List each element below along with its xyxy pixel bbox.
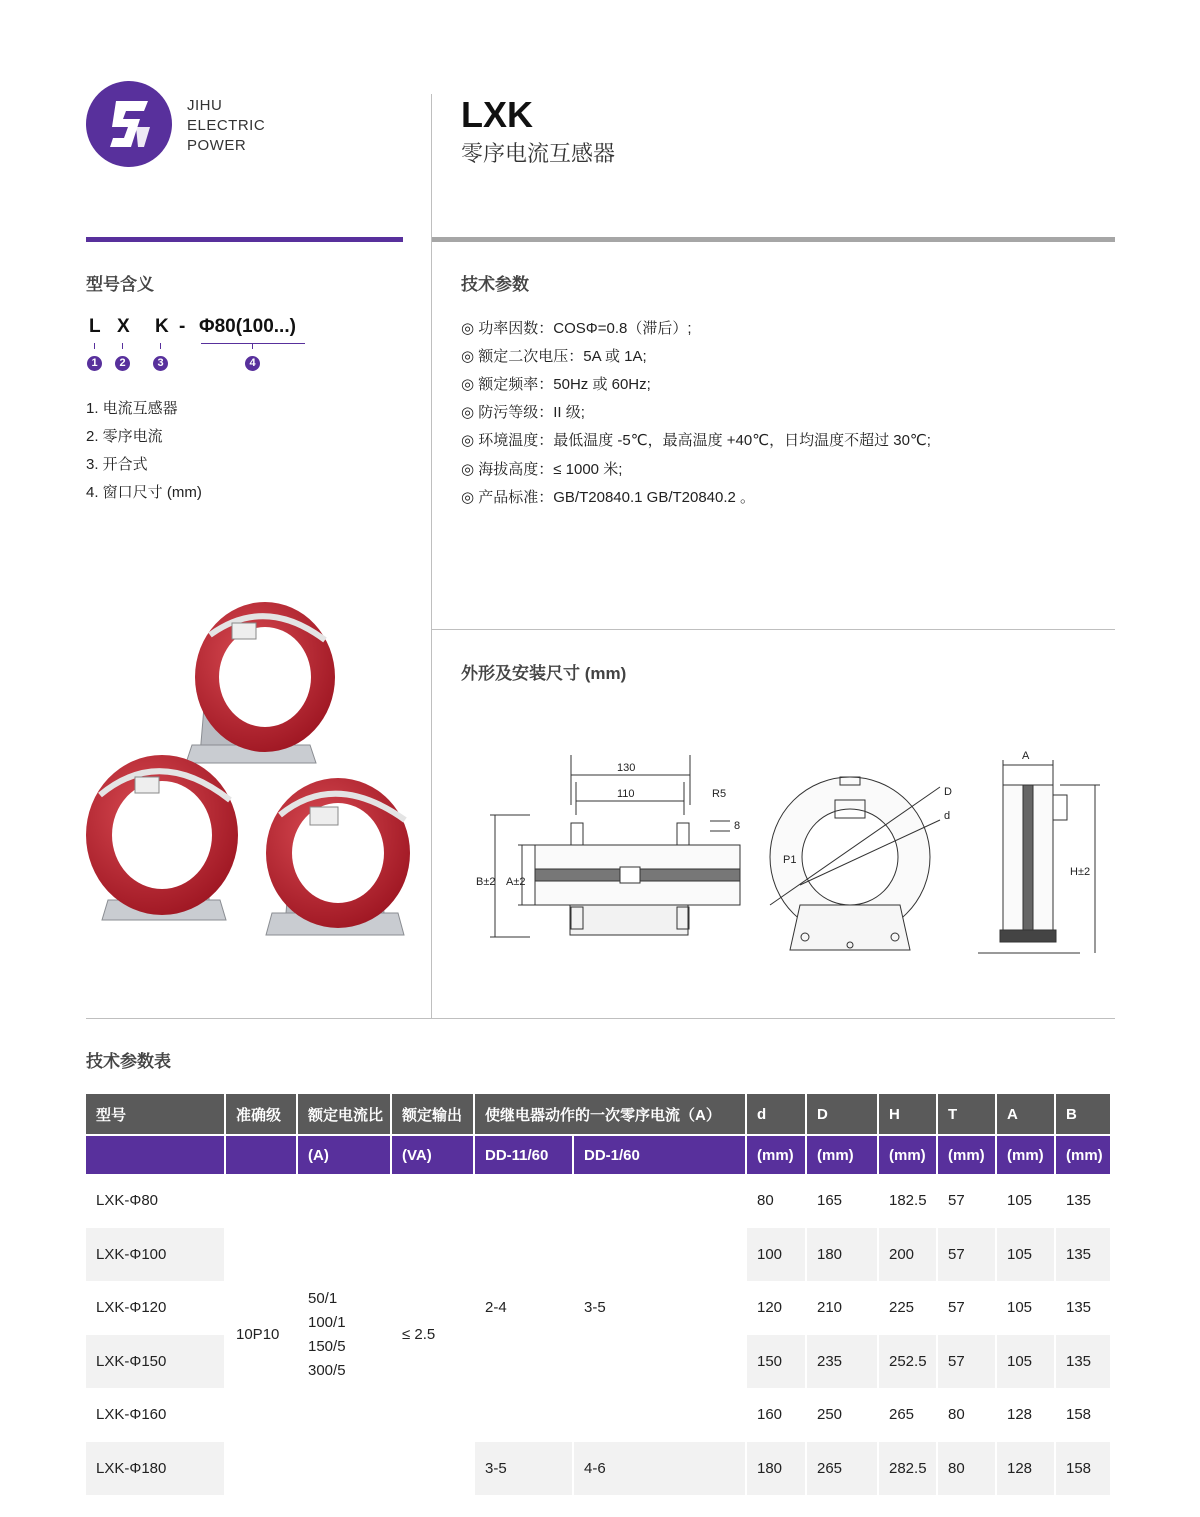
dd1-cell: 4-6 (574, 1442, 747, 1496)
output-cell: ≤ 2.5 (392, 1174, 475, 1495)
dim-label: D (944, 786, 952, 798)
A-cell: 128 (997, 1388, 1056, 1442)
dim-label: 110 (617, 788, 635, 800)
code-letter: Φ80(100...) (199, 316, 296, 337)
number-badge: 3 (153, 356, 168, 371)
column-subheader: (mm) (997, 1136, 1056, 1174)
code-letter: L (89, 316, 101, 337)
column-subheader: (mm) (1056, 1136, 1112, 1174)
column-subheader: DD-1/60 (574, 1136, 747, 1174)
B-cell: 135 (1056, 1281, 1112, 1335)
table-row (86, 1174, 1112, 1228)
H-cell: 252.5 (879, 1335, 938, 1389)
H-cell: 200 (879, 1228, 938, 1282)
A-cell: 105 (997, 1335, 1056, 1389)
transformer-top (186, 602, 335, 763)
T-cell: 57 (938, 1228, 997, 1282)
T-cell: 80 (938, 1442, 997, 1496)
T-cell: 57 (938, 1281, 997, 1335)
ratio-value: 100/1 (308, 1313, 346, 1331)
model-cell: LXK-Φ100 (86, 1228, 226, 1282)
dd11-cell: 3-5 (475, 1442, 574, 1496)
dim-label: d (944, 810, 951, 822)
column-header: 额定输出 (392, 1094, 475, 1136)
B-cell: 135 (1056, 1335, 1112, 1389)
page-title: LXK (461, 94, 533, 135)
d-cell: 160 (747, 1388, 807, 1442)
dim-label: A (1022, 750, 1030, 762)
D-cell: 235 (807, 1335, 879, 1389)
transformer-left (86, 755, 238, 920)
H-cell: 265 (879, 1388, 938, 1442)
param-item: ◎ 海拔高度：≤ 1000 米; (461, 461, 623, 478)
section-divider (86, 1018, 1115, 1019)
model-cell: LXK-Φ160 (86, 1388, 226, 1442)
code-letter: X (117, 316, 130, 337)
d-cell: 120 (747, 1281, 807, 1335)
column-header: D (807, 1094, 879, 1136)
param-item: ◎ 额定频率：50Hz 或 60Hz; (461, 376, 651, 393)
brand-name (187, 96, 265, 156)
section-divider (432, 629, 1115, 630)
code-tick (160, 343, 161, 349)
accent-bar-right (432, 237, 1115, 242)
column-subheader: (VA) (392, 1136, 475, 1174)
param-item: ◎ 产品标准：GB/T20840.1 GB/T20840.2 。 (461, 489, 756, 506)
column-subheader: (A) (298, 1136, 392, 1174)
column-header: H (879, 1094, 938, 1136)
column-subheader: DD-11/60 (475, 1136, 574, 1174)
param-item: ◎ 额定二次电压：5A 或 1A; (461, 348, 647, 365)
accent-bar-left (86, 237, 403, 242)
d-cell: 150 (747, 1335, 807, 1389)
T-cell: 57 (938, 1174, 997, 1228)
product-photo (80, 595, 420, 945)
param-item: ◎ 防污等级：II 级; (461, 404, 585, 421)
table-header-row (86, 1094, 1112, 1136)
ratio-value: 50/1 (308, 1289, 338, 1307)
dimension-drawing (470, 745, 1110, 960)
param-item: ◎ 环境温度：最低温度 -5℃，最高温度 +40℃，日均温度不超过 30℃; (461, 432, 931, 449)
column-header: 额定电流比 (298, 1094, 392, 1136)
number-badge: 2 (115, 356, 130, 371)
dim-label: A±2 (506, 876, 526, 888)
brand-line: POWER (187, 137, 247, 154)
spec-table-title: 技术参数表 (86, 1052, 171, 1071)
d-cell: 80 (747, 1174, 807, 1228)
column-subheader: (mm) (938, 1136, 997, 1174)
code-letter: K (155, 316, 169, 337)
B-cell: 158 (1056, 1442, 1112, 1496)
column-header: 准确级 (226, 1094, 298, 1136)
ratio-cell (298, 1174, 392, 1495)
column-subheader: (mm) (807, 1136, 879, 1174)
ratio-value: 300/5 (308, 1361, 346, 1379)
model-cell: LXK-Φ180 (86, 1442, 226, 1496)
column-subheader (226, 1136, 298, 1174)
code-tick (94, 343, 95, 349)
number-badge: 1 (87, 356, 102, 371)
accuracy-cell: 10P10 (226, 1174, 298, 1495)
transformer-right (266, 778, 410, 935)
column-subheader: (mm) (879, 1136, 938, 1174)
column-subheader (86, 1136, 226, 1174)
D-cell: 250 (807, 1388, 879, 1442)
dd11-cell: 2-4 (475, 1174, 574, 1442)
brand-line: JIHU (187, 97, 223, 114)
table-subheader-row (86, 1136, 1112, 1174)
brand-logo (86, 81, 172, 167)
column-header: d (747, 1094, 807, 1136)
column-header: B (1056, 1094, 1112, 1136)
B-cell: 135 (1056, 1228, 1112, 1282)
ratio-value: 150/5 (308, 1337, 346, 1355)
A-cell: 105 (997, 1228, 1056, 1282)
number-badge: 4 (245, 356, 260, 371)
dimensions-title: 外形及安装尺寸 (mm) (461, 664, 627, 683)
D-cell: 265 (807, 1442, 879, 1496)
A-cell: 105 (997, 1281, 1056, 1335)
B-cell: 135 (1056, 1174, 1112, 1228)
model-cell: LXK-Φ80 (86, 1174, 226, 1228)
A-cell: 105 (997, 1174, 1056, 1228)
dim-label: B±2 (476, 876, 496, 888)
meaning-item: 1. 电流互感器 (86, 400, 178, 417)
model-meaning-title: 型号含义 (86, 275, 154, 294)
vertical-divider (431, 94, 432, 1018)
D-cell: 210 (807, 1281, 879, 1335)
param-item: ◎ 功率因数：COSΦ=0.8（滞后）; (461, 320, 692, 337)
D-cell: 180 (807, 1228, 879, 1282)
meaning-item: 2. 零序电流 (86, 428, 163, 445)
model-cell: LXK-Φ150 (86, 1335, 226, 1389)
page-subtitle: 零序电流互感器 (461, 141, 616, 166)
column-header: A (997, 1094, 1056, 1136)
tech-params-title: 技术参数 (461, 275, 529, 294)
H-cell: 182.5 (879, 1174, 938, 1228)
column-header: 使继电器动作的一次零序电流（A） (475, 1094, 747, 1136)
H-cell: 282.5 (879, 1442, 938, 1496)
column-subheader: (mm) (747, 1136, 807, 1174)
model-cell: LXK-Φ120 (86, 1281, 226, 1335)
dim-label: H±2 (1070, 866, 1091, 878)
code-letter: - (179, 316, 186, 337)
spec-table (86, 1094, 1112, 1495)
meaning-item: 3. 开合式 (86, 456, 148, 473)
B-cell: 158 (1056, 1388, 1112, 1442)
T-cell: 57 (938, 1335, 997, 1389)
code-tick (122, 343, 123, 349)
dim-label: 8 (734, 820, 741, 832)
column-header: T (938, 1094, 997, 1136)
dim-label: R5 (712, 788, 727, 800)
dim-label: P1 (783, 854, 797, 866)
A-cell: 128 (997, 1442, 1056, 1496)
dd1-cell: 3-5 (574, 1174, 747, 1442)
code-tick (252, 343, 253, 349)
dim-label: 130 (617, 762, 636, 774)
code-underline (201, 343, 305, 344)
T-cell: 80 (938, 1388, 997, 1442)
meaning-item: 4. 窗口尺寸 (mm) (86, 484, 202, 501)
d-cell: 180 (747, 1442, 807, 1496)
d-cell: 100 (747, 1228, 807, 1282)
brand-line: ELECTRIC (187, 117, 266, 134)
H-cell: 225 (879, 1281, 938, 1335)
column-header: 型号 (86, 1094, 226, 1136)
D-cell: 165 (807, 1174, 879, 1228)
